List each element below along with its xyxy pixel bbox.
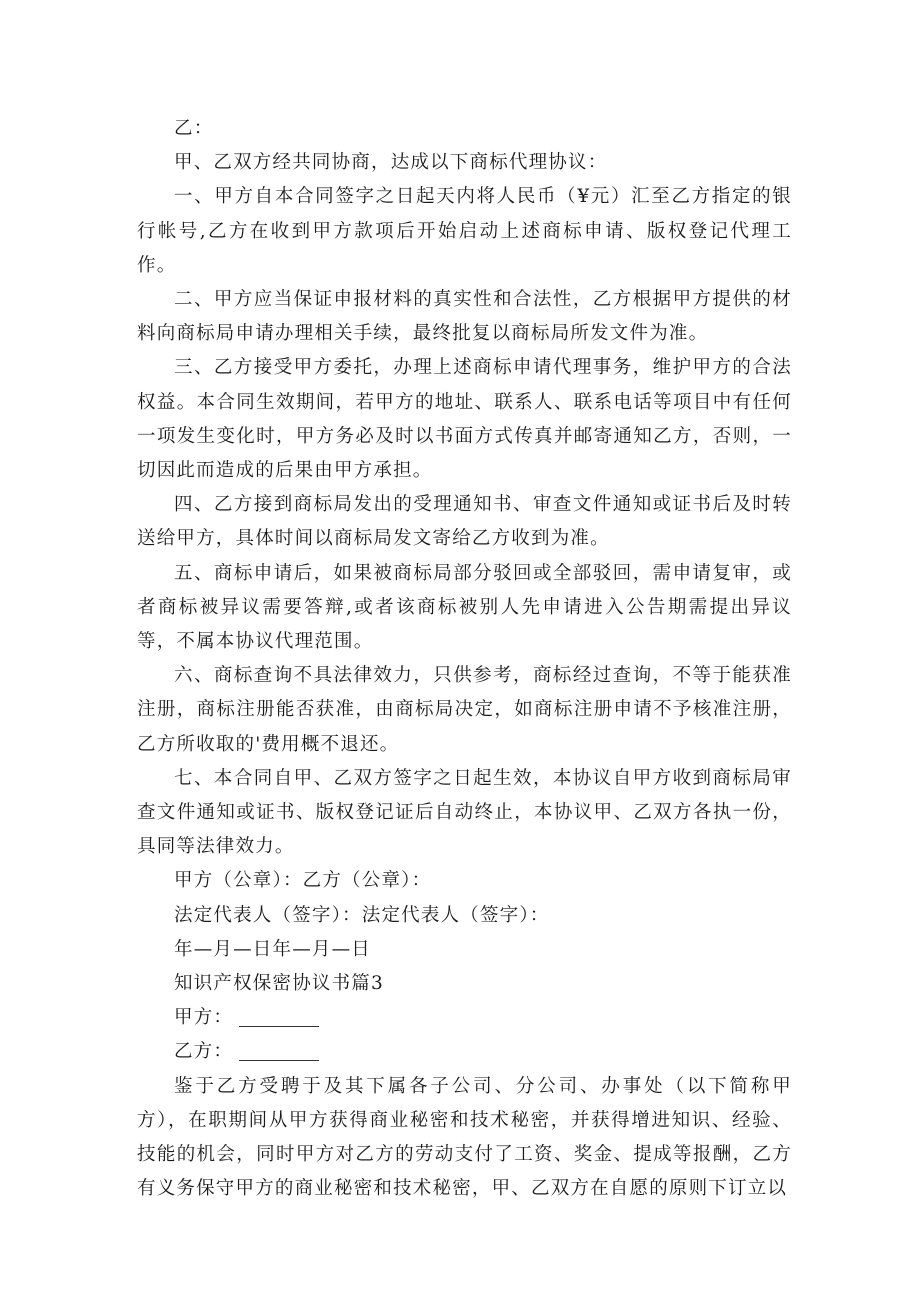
party-a-blank-line xyxy=(239,1008,319,1027)
party-b-row xyxy=(137,1035,792,1069)
confidentiality-preamble: 鉴于乙方受聘于及其下属各子公司、分公司、办事处（以下简称甲方），在职期间从甲方获得商业秘密和技术秘密，并获得增进知识、经验、技能的机会，同时甲方对乙方的劳动支付了工资、奖金、提成等报酬，乙方有义务保守甲方的商业秘密和技术秘密，甲、乙双方在自愿的原则下订立以 xyxy=(137,1075,792,1200)
party-b-label: 乙方： xyxy=(174,1041,234,1063)
clause-6: 六、商标查询不具法律效力，只供参考，商标经过查询，不等于能获准注册，商标注册能否获准，由商标局决定，如商标注册申请不予核准注册，乙方所收取的'费用概不退还。 xyxy=(137,665,792,755)
clause-3: 三、乙方接受甲方委托，办理上述商标申请代理事务，维护甲方的合法权益。本合同生效期间，若甲方的地址、联系人、联系电话等项目中有任何一项发生变化时，甲方务必及时以书面方式传真并邮寄通知乙方，否则，一切因此而造成的后果由甲方承担。 xyxy=(137,357,792,482)
clause-1: 一、甲方自本合同签字之日起天内将人民币（¥元）汇至乙方指定的银行帐号,乙方在收到甲方款项后开始启动上述商标申请、版权登记代理工作。 xyxy=(137,186,792,276)
clause-4: 四、乙方接到商标局发出的受理通知书、审查文件通知或证书后及时转送给甲方，具体时间以商标局发文寄给乙方收到为准。 xyxy=(137,494,792,550)
clause-7: 七、本合同自甲、乙双方签字之日起生效，本协议自甲方收到商标局审查文件通知或证书、版权登记证后自动终止，本协议甲、乙双方各执一份，具同等法律效力。 xyxy=(137,767,792,858)
section-title: 知识产权保密协议书篇3 xyxy=(174,973,384,995)
party-a-row xyxy=(137,1001,792,1035)
seal-line: 甲方（公章）：乙方（公章）： xyxy=(174,870,432,892)
document-page xyxy=(137,112,792,1207)
party-a-label: 甲方： xyxy=(174,1007,234,1029)
date-line: 年—月—日年—月—日 xyxy=(174,938,372,960)
party-b-blank-line xyxy=(239,1042,319,1061)
representative-signature-line: 法定代表人（签字）：法定代表人（签字）： xyxy=(174,904,550,926)
agreement-intro: 甲、乙双方经共同协商，达成以下商标代理协议： xyxy=(174,152,608,174)
party-b-header: 乙： xyxy=(174,118,214,139)
clause-2: 二、甲方应当保证申报材料的真实性和合法性，乙方根据甲方提供的材料向商标局申请办理相关手续，最终批复以商标局所发文件为准。 xyxy=(137,289,792,345)
clause-5: 五、商标申请后，如果被商标局部分驳回或全部驳回，需申请复审，或者商标被异议需要答辩,或者该商标被别人先申请进入公告期需提出异议等，不属本协议代理范围。 xyxy=(137,562,792,653)
